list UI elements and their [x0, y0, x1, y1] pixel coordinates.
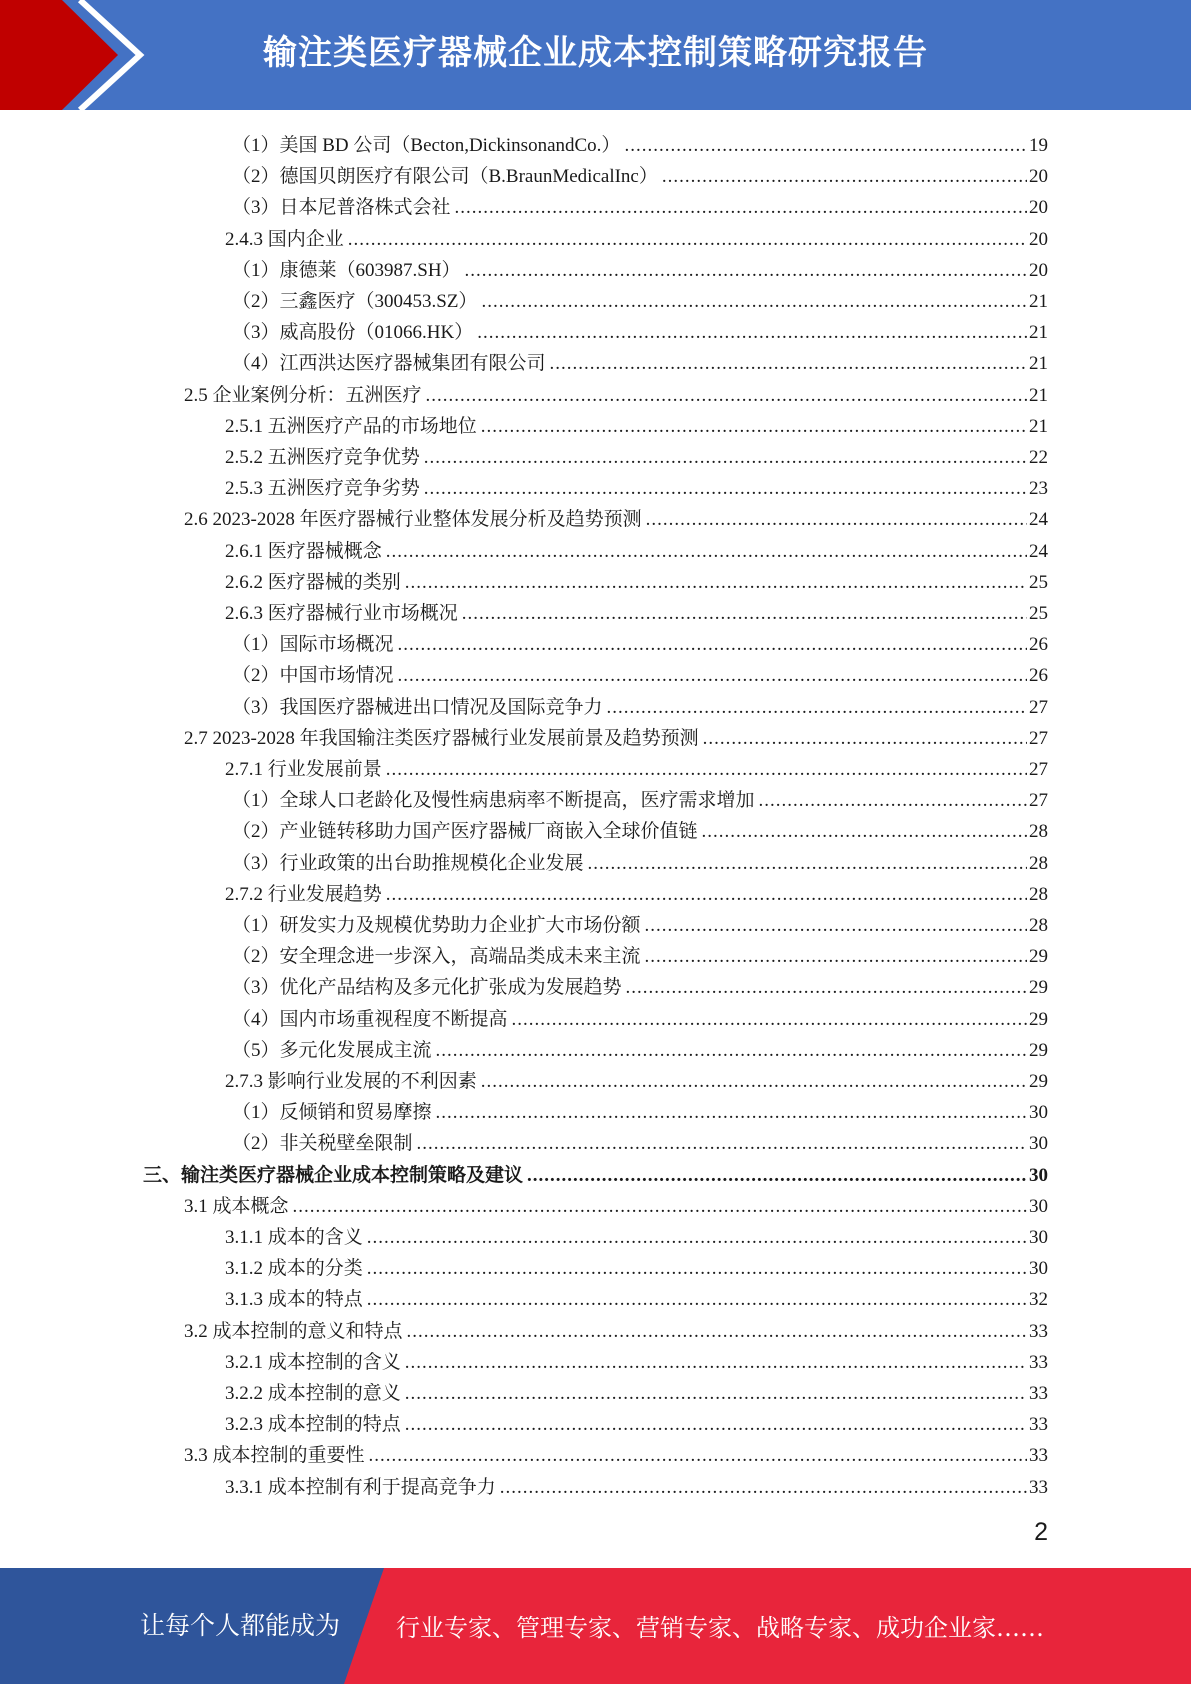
toc-entry[interactable]	[225, 751, 1048, 782]
toc-entry-page: 23	[1029, 478, 1048, 500]
toc-entry-label: 2.5.3 五洲医疗竞争劣势	[225, 478, 420, 500]
toc-dot-leader	[417, 1132, 1027, 1156]
toc-entry-page: 21	[1029, 291, 1048, 312]
toc-entry-label: （4）江西洪达医疗器械集团有限公司	[232, 353, 546, 375]
toc-entry-label: 3.3 成本控制的重要性	[184, 1445, 365, 1467]
toc-entry-label: 2.7 2023-2028 年我国输注类医疗器械行业发展前景及趋势预测	[184, 727, 699, 749]
toc-dot-leader	[481, 415, 1027, 439]
toc-entry-page: 20	[1029, 259, 1048, 281]
toc-entry[interactable]	[225, 1375, 1048, 1406]
footer-slogan-right: 行业专家、管理专家、营销专家、战略专家、成功企业家……	[396, 1614, 1044, 1642]
toc-dot-leader	[367, 1257, 1027, 1281]
toc-entry-page: 22	[1029, 447, 1048, 468]
toc-dot-leader	[407, 1320, 1027, 1344]
toc-entry-label: （3）威高股份（01066.HK）	[232, 322, 474, 344]
toc-entry-page: 30	[1029, 1164, 1048, 1186]
toc-entry-label: （2）非关税壁垒限制	[232, 1133, 413, 1155]
toc-entry-label: （2）产业链转移助力国产医疗器械厂商嵌入全球价值链	[232, 821, 698, 843]
toc-entry-page: 25	[1029, 603, 1048, 624]
toc-entry-label: 2.4.3 国内企业	[225, 228, 344, 250]
toc-dot-leader	[348, 228, 1027, 252]
toc-entry-label: 2.7.2 行业发展趋势	[225, 883, 382, 905]
toc-entry[interactable]	[225, 1250, 1048, 1281]
toc-dot-leader	[607, 696, 1027, 720]
toc-dot-leader	[512, 1008, 1027, 1032]
toc-entry-label: 2.6 2023-2028 年医疗器械行业整体发展分析及趋势预测	[184, 509, 642, 531]
toc-dot-leader	[398, 664, 1027, 688]
toc-entry-label: 3.1.3 成本的特点	[225, 1289, 363, 1311]
toc-entry-page: 33	[1029, 1383, 1048, 1404]
toc-entry-page: 21	[1029, 415, 1048, 437]
toc-entry-page: 26	[1029, 665, 1048, 687]
toc-entry-label: 3.1.2 成本的分类	[225, 1258, 363, 1280]
toc-entry-page: 26	[1029, 634, 1048, 656]
toc-dot-leader	[462, 602, 1027, 626]
toc-entry[interactable]	[232, 345, 1048, 376]
toc-entry[interactable]	[232, 314, 1048, 345]
toc-dot-leader	[405, 571, 1027, 595]
toc-dot-leader	[500, 1476, 1027, 1500]
toc-entry-page: 28	[1029, 852, 1048, 874]
toc-entry-label: （1）美国 BD 公司（Becton,DickinsonandCo.）	[232, 135, 621, 156]
toc-entry[interactable]	[232, 283, 1048, 314]
toc-dot-leader	[624, 134, 1027, 158]
toc-entry-page: 30	[1029, 1227, 1048, 1248]
toc-entry[interactable]	[232, 657, 1048, 688]
toc-entry[interactable]	[184, 377, 1048, 408]
page-footer	[0, 1568, 1191, 1684]
toc-entry[interactable]	[232, 845, 1048, 876]
toc-dot-leader	[367, 1288, 1027, 1312]
toc-entry-page: 27	[1029, 696, 1048, 718]
toc-entry-label: 3.1 成本概念	[184, 1195, 289, 1217]
toc-entry[interactable]	[225, 876, 1048, 907]
toc-entry-label: （2）安全理念进一步深入，高端品类成未来主流	[232, 946, 641, 968]
toc-entry-page: 21	[1029, 384, 1048, 406]
toc-entry[interactable]	[232, 813, 1048, 844]
toc-dot-leader	[367, 1226, 1027, 1250]
toc-dot-leader	[703, 727, 1027, 751]
toc-entry[interactable]	[232, 189, 1048, 220]
toc-entry-page: 19	[1029, 135, 1048, 156]
toc-entry[interactable]	[232, 938, 1048, 969]
toc-entry[interactable]	[225, 1281, 1048, 1312]
toc-entry-page: 33	[1029, 1351, 1048, 1373]
toc-entry-page: 27	[1029, 790, 1048, 812]
toc-entry-page: 24	[1029, 509, 1048, 531]
toc-entry-page: 20	[1029, 197, 1048, 219]
toc-entry-page: 28	[1029, 883, 1048, 905]
toc-entry[interactable]	[225, 439, 1048, 470]
toc-entry[interactable]	[184, 720, 1048, 751]
toc-entry-page: 29	[1029, 1008, 1048, 1030]
toc-dot-leader	[386, 883, 1027, 907]
toc-entry-page: 30	[1029, 1102, 1048, 1124]
toc-dot-leader	[386, 540, 1027, 564]
toc-dot-leader	[405, 1413, 1027, 1437]
toc-entry[interactable]	[225, 1063, 1048, 1094]
header-arrow-decoration	[0, 0, 160, 110]
toc-dot-leader	[477, 321, 1027, 345]
toc-dot-leader	[293, 1195, 1027, 1219]
toc-dot-leader	[550, 352, 1027, 376]
toc-entry-label: （3）优化产品结构及多元化扩张成为发展趋势	[232, 977, 622, 999]
toc-entry-page: 33	[1029, 1414, 1048, 1436]
toc-entry-label: （1）康德莱（603987.SH）	[232, 259, 461, 281]
toc-entry-page: 20	[1029, 228, 1048, 250]
toc-entry-label: （2）三鑫医疗（300453.SZ）	[232, 291, 478, 312]
toc-entry-label: 3.1.1 成本的含义	[225, 1227, 363, 1248]
toc-dot-leader	[455, 196, 1027, 220]
toc-dot-leader	[759, 789, 1027, 813]
toc-entry-page: 29	[1029, 946, 1048, 968]
toc-entry[interactable]	[143, 1157, 1048, 1188]
toc-entry-page: 21	[1029, 353, 1048, 375]
toc-entry[interactable]	[225, 533, 1048, 564]
toc-dot-leader	[386, 758, 1027, 782]
toc-entry-page: 29	[1029, 1071, 1048, 1092]
toc-dot-leader	[426, 384, 1027, 408]
toc-entry[interactable]	[232, 689, 1048, 720]
toc-entry-label: 2.6.2 医疗器械的类别	[225, 571, 401, 593]
report-title: 输注类医疗器械企业成本控制策略研究报告	[263, 33, 928, 73]
toc-entry-label: （2）德国贝朗医疗有限公司（B.BraunMedicalInc）	[232, 166, 658, 188]
toc-dot-leader	[369, 1444, 1027, 1468]
toc-entry-page: 21	[1029, 322, 1048, 344]
toc-entry[interactable]	[225, 1344, 1048, 1375]
toc-entry-page: 28	[1029, 915, 1048, 936]
toc-entry[interactable]	[225, 595, 1048, 626]
toc-entry[interactable]	[184, 1188, 1048, 1219]
toc-dot-leader	[626, 976, 1027, 1000]
toc-entry-page: 33	[1029, 1320, 1048, 1342]
toc-entry-page: 20	[1029, 166, 1048, 188]
toc-entry[interactable]	[184, 1313, 1048, 1344]
toc-entry[interactable]	[232, 1125, 1048, 1156]
toc-entry-label: （3）行业政策的出台助推规模化企业发展	[232, 852, 584, 874]
toc-entry-label: 2.5.2 五洲医疗竞争优势	[225, 447, 420, 468]
toc-entry[interactable]	[225, 1469, 1048, 1500]
toc-entry-label: 2.6.3 医疗器械行业市场概况	[225, 603, 458, 624]
toc-entry-label: 3.2.2 成本控制的意义	[225, 1383, 401, 1404]
toc-entry-label: （1）反倾销和贸易摩擦	[232, 1102, 432, 1124]
toc-entry[interactable]	[225, 470, 1048, 501]
toc-entry[interactable]	[232, 1001, 1048, 1032]
toc-entry-label: （1）研发实力及规模优势助力企业扩大市场份额	[232, 915, 641, 936]
toc-entry[interactable]	[225, 564, 1048, 595]
toc-entry-label: 2.7.1 行业发展前景	[225, 759, 382, 780]
toc-entry-page: 29	[1029, 977, 1048, 999]
toc-dot-leader	[436, 1101, 1027, 1125]
toc-entry-page: 32	[1029, 1289, 1048, 1311]
toc-entry-page: 30	[1029, 1133, 1048, 1155]
toc-dot-leader	[398, 633, 1027, 657]
toc-entry[interactable]	[232, 127, 1048, 158]
toc-entry-page: 28	[1029, 821, 1048, 843]
toc-entry[interactable]	[232, 158, 1048, 189]
toc-entry[interactable]	[232, 626, 1048, 657]
toc-entry-page: 30	[1029, 1258, 1048, 1280]
toc-entry[interactable]	[225, 408, 1048, 439]
toc-entry-page: 25	[1029, 571, 1048, 593]
toc-dot-leader	[424, 446, 1027, 470]
toc-entry[interactable]	[232, 1094, 1048, 1125]
toc-dot-leader	[645, 914, 1027, 938]
toc-entry-page: 33	[1029, 1476, 1048, 1498]
toc-dot-leader	[405, 1382, 1027, 1406]
toc-entry-label: 2.7.3 影响行业发展的不利因素	[225, 1071, 477, 1092]
toc-entry-label: 2.5.1 五洲医疗产品的市场地位	[225, 415, 477, 437]
toc-entry[interactable]	[225, 1406, 1048, 1437]
toc-entry[interactable]	[232, 907, 1048, 938]
toc-dot-leader	[646, 508, 1027, 532]
toc-entry-label: （3）我国医疗器械进出口情况及国际竞争力	[232, 696, 603, 718]
toc-dot-leader	[588, 852, 1027, 876]
toc-dot-leader	[645, 945, 1027, 969]
toc-entry-label: （2）中国市场情况	[232, 665, 394, 687]
toc-entry-label: （4）国内市场重视程度不断提高	[232, 1008, 508, 1030]
toc-dot-leader	[481, 1070, 1027, 1094]
toc-entry-label: 三、输注类医疗器械企业成本控制策略及建议	[143, 1164, 524, 1186]
toc-entry-label: 3.2.3 成本控制的特点	[225, 1414, 401, 1436]
toc-entry-label: 2.5 企业案例分析：五洲医疗	[184, 384, 422, 406]
toc-entry[interactable]	[232, 969, 1048, 1000]
toc-entry-page: 24	[1029, 540, 1048, 562]
toc-entry-page: 27	[1029, 759, 1048, 780]
toc-entry[interactable]	[184, 1437, 1048, 1468]
toc-entry-label: （1）国际市场概况	[232, 634, 394, 656]
toc-dot-leader	[465, 259, 1027, 283]
toc-entry[interactable]	[225, 221, 1048, 252]
toc-entry-page: 33	[1029, 1445, 1048, 1467]
toc-entry-label: 3.3.1 成本控制有利于提高竞争力	[225, 1476, 496, 1498]
toc-dot-leader	[481, 290, 1027, 314]
toc-entry-label: （3）日本尼普洛株式会社	[232, 197, 451, 219]
footer-slogan-left: 让每个人都能成为	[140, 1611, 341, 1640]
toc-entry-page: 29	[1029, 1039, 1048, 1061]
toc-dot-leader	[527, 1164, 1027, 1188]
toc-entry-label: （1）全球人口老龄化及慢性病患病率不断提高，医疗需求增加	[232, 790, 755, 812]
toc-entry[interactable]	[232, 1032, 1048, 1063]
toc-entry-label: 3.2.1 成本控制的含义	[225, 1351, 401, 1373]
page-number: 2	[1034, 1518, 1048, 1546]
toc-entry-label: 3.2 成本控制的意义和特点	[184, 1320, 403, 1342]
toc-dot-leader	[662, 165, 1027, 189]
toc-entry-label: （5）多元化发展成主流	[232, 1039, 432, 1061]
toc-dot-leader	[436, 1039, 1027, 1063]
toc-dot-leader	[405, 1351, 1027, 1375]
toc-entry[interactable]	[225, 1219, 1048, 1250]
toc-dot-leader	[424, 477, 1027, 501]
toc-entry[interactable]	[184, 501, 1048, 532]
toc-entry[interactable]	[232, 782, 1048, 813]
toc-entry-page: 30	[1029, 1195, 1048, 1217]
toc-entry-page: 27	[1029, 727, 1048, 749]
toc-entry[interactable]	[232, 252, 1048, 283]
toc-entry-label: 2.6.1 医疗器械概念	[225, 540, 382, 562]
toc-dot-leader	[702, 820, 1027, 844]
page-header	[0, 0, 1191, 110]
